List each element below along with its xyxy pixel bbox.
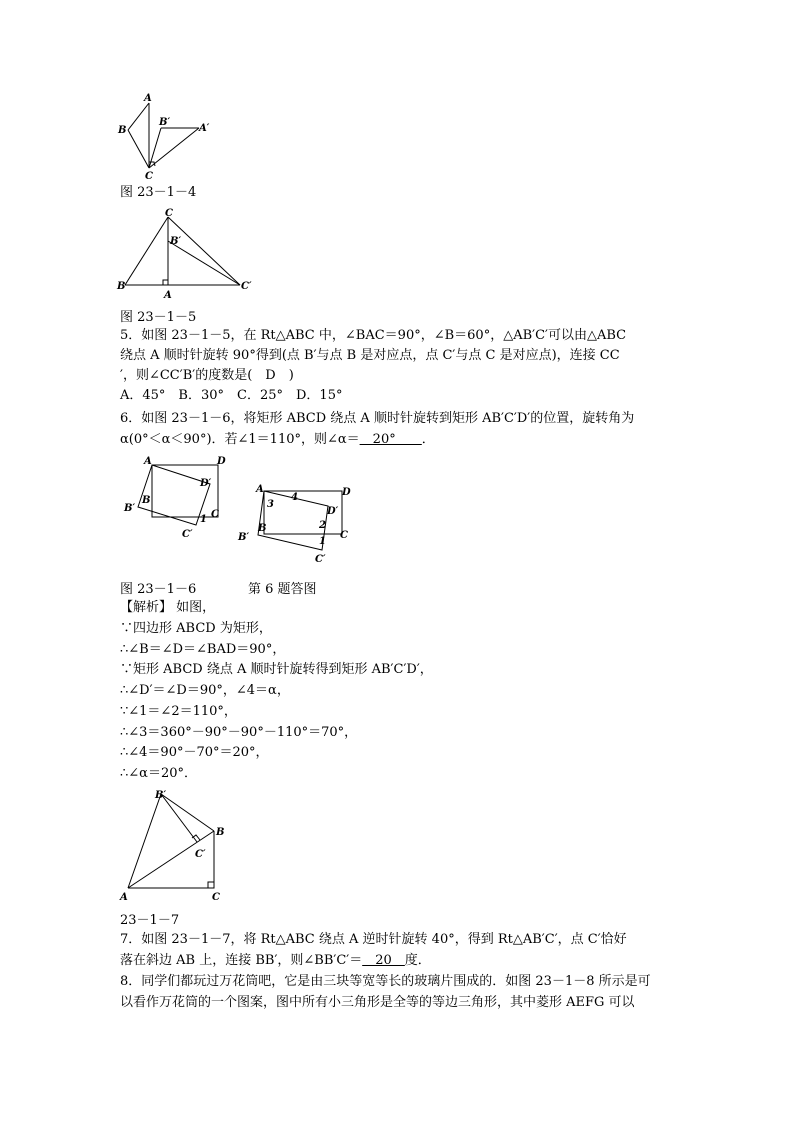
- q8-line-1: 8．同学们都玩过万花筒吧，它是由三块等宽等长的玻璃片围成的．如图 23－1－8 所示是可: [120, 974, 651, 989]
- figure-caption-23-1-4: 图 23－1－4: [120, 185, 197, 200]
- figure-23-1-5: [115, 205, 255, 300]
- q5-line-3: ′，则∠CC′B′的度数是( D ): [120, 368, 294, 383]
- figure-23-1-7: [118, 786, 238, 906]
- fig4-label-a: A: [144, 93, 152, 104]
- fig6-label-bprime: B′: [124, 503, 136, 514]
- analysis-line-2: ∵四边形 ABCD 为矩形，: [120, 621, 272, 636]
- figure-caption-q6-answer: 第 6 题答图: [248, 582, 317, 597]
- q7-line-2-end: 度．: [404, 953, 431, 968]
- q5-options: A．45° B．30° C．25° D．15°: [120, 388, 343, 403]
- q7-line-2-text: 落在斜边 AB 上，连接 BB′，则∠BB′C′＝: [120, 953, 363, 968]
- fig6ans-label-cprime: C′: [315, 554, 326, 565]
- fig6-label-b: B: [142, 495, 151, 506]
- q6-line-2-text: α(0°＜α＜90°)．若∠1＝110°，则∠α＝: [120, 432, 360, 447]
- analysis-line-9: ∴∠α＝20°．: [120, 766, 197, 781]
- fig5-label-bprime: B′: [170, 236, 182, 247]
- figure-23-1-4: [115, 93, 215, 182]
- figure-caption-23-1-6: 图 23－1－6: [120, 582, 197, 597]
- analysis-line-6: ∵∠1＝∠2＝110°，: [120, 704, 237, 719]
- fig6ans-label-a: A: [256, 484, 264, 495]
- fig6-label-d: D: [217, 456, 226, 467]
- fig6ans-label-b: B: [258, 523, 267, 534]
- fig4-label-c: C: [145, 171, 153, 182]
- fig7-label-c: C: [212, 892, 220, 903]
- analysis-line-7: ∴∠3＝360°－90°－90°－110°＝70°，: [120, 725, 358, 740]
- q6-line-1: 6．如图 23－1－6，将矩形 ABCD 绕点 A 顺时针旋转到矩形 AB′C′D′的位置，旋转角为: [120, 411, 635, 426]
- fig4-label-bprime: B′: [159, 117, 171, 128]
- fig6-label-a: A: [144, 456, 152, 467]
- q7-line-1: 7．如图 23－1－7，将 Rt△ABC 绕点 A 逆时针旋转 40°，得到 Rt△AB′C′，点 C′恰好: [120, 932, 627, 947]
- fig4-label-aprime: A′: [199, 123, 210, 134]
- figure-q6-answer: [236, 483, 356, 573]
- figure-23-1-6: [120, 455, 230, 545]
- fig6ans-label-dprime: D′: [327, 506, 339, 517]
- fig6ans-label-c: C: [340, 530, 348, 541]
- q8-line-2: 以看作万花筒的一个图案，图中所有小三角形是全等的等边三角形，其中菱形 AEFG 可以: [120, 995, 635, 1010]
- q5-line-1: 5．如图 23－1－5，在 Rt△ABC 中，∠BAC＝90°，∠B＝60°，△AB′C′可以由△ABC: [120, 328, 627, 343]
- fig6-label-angle-1: 1: [200, 514, 207, 525]
- fig7-label-a: A: [120, 892, 128, 903]
- fig7-label-b: B: [216, 827, 225, 838]
- fig6ans-label-bprime: B′: [238, 532, 250, 543]
- analysis-line-5: ∴∠D′＝∠D＝90°，∠4＝α，: [120, 683, 290, 698]
- q6-line-2-end: ．: [421, 432, 435, 447]
- analysis-line-4: ∵矩形 ABCD 绕点 A 顺时针旋转得到矩形 AB′C′D′，: [120, 662, 433, 677]
- fig4-label-b: B: [118, 125, 127, 136]
- fig5-label-a: A: [164, 290, 172, 301]
- fig6-label-dprime: D′: [200, 478, 212, 489]
- fig5-label-c: C: [165, 208, 173, 219]
- fig6ans-label-angle-3: 3: [267, 499, 274, 510]
- fig5-label-b: B: [117, 281, 126, 292]
- analysis-line-3: ∴∠B＝∠D＝∠BAD＝90°，: [120, 642, 286, 657]
- fig6ans-label-angle-1: 1: [319, 536, 326, 547]
- fig5-label-cprime: C′: [241, 281, 252, 292]
- fig7-label-cprime: C′: [195, 849, 206, 860]
- figure-caption-23-1-7: 23－1－7: [120, 913, 180, 928]
- fig6ans-label-angle-2: 2: [319, 520, 326, 531]
- fig6ans-label-angle-4: 4: [291, 492, 298, 503]
- analysis-line-1: 【解析】 如图，: [120, 600, 216, 615]
- q7-answer: ＿20＿: [362, 953, 405, 968]
- figure-caption-23-1-5: 图 23－1－5: [120, 310, 197, 325]
- q6-line-2: [120, 430, 435, 449]
- fig6ans-label-d: D: [342, 487, 351, 498]
- fig6-label-c: C: [211, 509, 219, 520]
- q7-line-2: [120, 951, 431, 970]
- analysis-line-8: ∴∠4＝90°－70°＝20°，: [120, 745, 269, 760]
- fig7-label-bprime: B′: [155, 790, 167, 801]
- q5-line-2: 绕点 A 顺时针旋转 90°得到(点 B′与点 B 是对应点，点 C′与点 C 是对应点)，连接 CC: [120, 348, 620, 363]
- fig6-label-cprime: C′: [182, 529, 193, 540]
- q6-answer: ＿20°＿＿: [359, 432, 422, 447]
